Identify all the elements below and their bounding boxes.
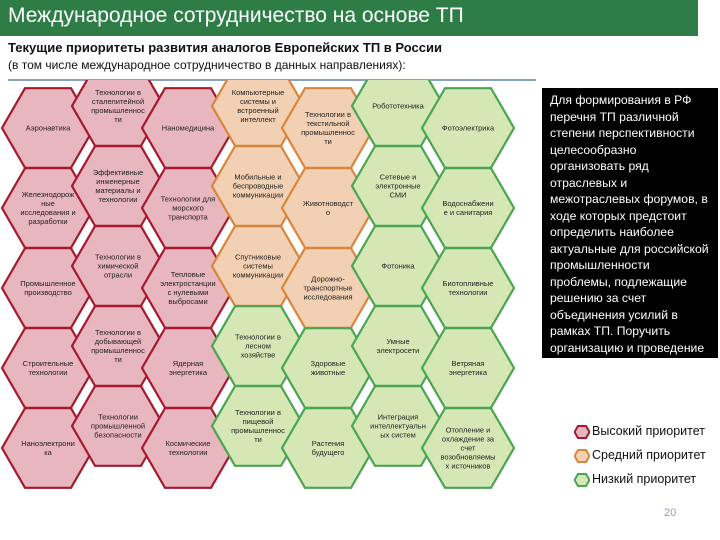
hexagon-label-line: Строительные: [22, 359, 74, 368]
hexagon-label-line: сталелитейной: [91, 97, 145, 106]
hexagon-label-line: беспроводные: [232, 181, 284, 191]
hexagon-label-line: транспортные: [303, 283, 353, 293]
hexagon-label-line: добывающей: [94, 337, 142, 346]
hexagon-label-line: Технологии в: [235, 332, 281, 342]
hexagon-label-line: Растения: [311, 439, 345, 448]
hexagon-label-line: Технологии для: [160, 194, 216, 204]
hexagon-label-line: исследования и: [20, 208, 76, 217]
hexagon-label-line: СМИ: [389, 190, 407, 200]
hexagon-label-line: Отопление и: [445, 425, 491, 435]
hexagon-label-line: электростанции: [160, 279, 216, 288]
hexagon-label-line: Промышленное: [20, 279, 76, 288]
hexagon-label-line: коммуникации: [232, 270, 284, 280]
hexagon-label-line: исследования: [303, 292, 353, 302]
hexagon-label-line: Биотопливные: [442, 279, 494, 288]
legend-low-hex-icon: [574, 473, 590, 487]
hexagon-label-line: промышленной: [90, 421, 146, 431]
hexagon-label-line: технологии: [168, 448, 208, 457]
hexagon-label-line: производство: [24, 288, 72, 297]
hexagon-label-line: Тепловые: [170, 270, 206, 279]
recommendation-text: Для формирования в РФ перечня ТП различной степени перспективности целесообразно организовать ряд отраслевых и межотраслевых форумов, в ходе которых предстоит определить наиболее актуальные для российской промышленности проблемы, подлежащие решению за счет объединения усилий в рамках ТП. Поручить организацию и проведение данных форумов целесообразно Минпромторгу, Минэнерго, Минобру, а также РСПП.: [550, 93, 709, 421]
hexagon-label-line: системы и: [239, 97, 277, 106]
hexagon-label-line: Дорожно-: [311, 274, 345, 284]
hexagon-label-line: текстильной: [306, 119, 350, 128]
hexagon-label-line: ные: [41, 199, 55, 208]
hexagon-label-line: возобновляемы: [440, 452, 496, 462]
hexagon-label-line: ых систем: [380, 430, 416, 440]
hexagon-label-line: хозяйстве: [240, 350, 276, 360]
hexagon-label-line: Водоснабжени: [442, 199, 494, 208]
hexagon-label-line: технологии: [98, 195, 138, 204]
hexagon-label-line: системы: [243, 261, 273, 271]
hexagon-label-line: энергетика: [448, 368, 488, 377]
legend-mid-hex-icon: [574, 449, 590, 463]
hexagon-label-line: Компьютерные: [231, 88, 285, 97]
hexagon-label-line: встроенный: [237, 106, 279, 115]
hexagon-label-line: интеллектуальн: [370, 421, 426, 431]
hexagon-label-line: Здоровые: [310, 359, 346, 368]
recommendation-box: [542, 88, 718, 421]
hexagon-label-line: х источников: [445, 461, 491, 471]
legend-high-hex-icon: [574, 425, 590, 439]
hexagon-label-line: Наномедицина: [161, 123, 215, 133]
hexagon-label-line: Ядерная: [172, 359, 204, 368]
hexagon-label-line: электросети: [376, 346, 420, 355]
hexagon-label-line: электронные: [375, 181, 421, 191]
hexagon-label-line: ти: [114, 115, 122, 124]
hexagon-label-line: технологии: [448, 288, 488, 297]
hexagon-label-line: Эффективные: [92, 168, 144, 177]
hexagon-label-line: Ветряная: [451, 359, 485, 368]
hexagon-label-line: будущего: [311, 448, 345, 457]
hexagon-label-line: Технологии в: [95, 252, 141, 262]
page-subtitle: Текущие приоритеты развития аналогов Европейских ТП в России: [8, 40, 442, 55]
hexagon-label-line: отрасли: [103, 270, 133, 280]
hexagon-label-line: Железнодорож: [21, 190, 75, 199]
hexagon-label-line: промышленнос: [91, 346, 145, 355]
hexagon-label-line: инженерные: [96, 177, 140, 186]
title-bar: [0, 0, 698, 36]
hexagon-label-line: энергетика: [168, 368, 208, 377]
hexagon-label-line: Технологии в: [235, 408, 281, 417]
hexagon-label-line: материалы и: [95, 186, 141, 195]
hexagon-label-line: Робототехника: [372, 101, 424, 111]
hexagon-label-line: Космические: [165, 439, 211, 448]
hexagon-label-line: ти: [324, 137, 332, 146]
hexagon-label-line: Интеграция: [377, 412, 419, 422]
hexagon-label-line: безопасности: [94, 430, 142, 440]
hexagon-label-line: счет: [460, 443, 476, 453]
hexagon-label-line: ка: [44, 448, 52, 457]
hexagon-label-line: промышленнос: [91, 106, 145, 115]
hexagon-label-line: Фотоника: [381, 261, 415, 271]
page-number: 20: [664, 507, 677, 519]
hexagon-label-line: технологии: [28, 368, 68, 377]
hexagon-label-line: Спутниковые: [234, 252, 282, 262]
hexagon-label-line: о: [325, 208, 331, 217]
hexagon-label-line: Умные: [386, 337, 410, 346]
hexagon-label-line: ти: [114, 355, 122, 364]
hexagon-label-line: Технологии в: [95, 88, 141, 97]
hexagon-label-line: транспорта: [168, 212, 208, 222]
hexagon-label-line: выбросами: [168, 297, 208, 306]
legend-low-label: Низкий приоритет: [592, 472, 697, 486]
hexagon-label-line: с нулевыми: [167, 288, 209, 297]
hexagon-label-line: Технологии в: [95, 328, 141, 337]
hexagon-label-line: коммуникации: [232, 190, 284, 200]
hexagon-label-line: Аэронавтика: [25, 123, 71, 133]
hexagon-label-line: промышленнос: [231, 426, 285, 435]
hexagon-label-line: е и санитария: [443, 208, 493, 217]
hexagon-label-line: промышленнос: [301, 128, 355, 137]
hexagon-diagram: [0, 80, 540, 500]
legend-high-label: Высокий приоритет: [592, 424, 706, 438]
hexagon-label-line: разработки: [28, 217, 68, 226]
hexagon-label-line: Сетевые и: [379, 172, 417, 182]
hexagon-label-line: охлаждение за: [441, 434, 495, 444]
hexagon-label-line: интеллект: [240, 115, 276, 124]
hexagon-label-line: пищевой: [242, 417, 274, 426]
hexagon-label-line: животные: [310, 368, 346, 377]
hexagon-label-line: лесном: [245, 341, 271, 351]
legend-mid-label: Средний приоритет: [592, 448, 706, 462]
hexagon-label-line: Мобильные и: [234, 172, 282, 182]
hexagon-label-line: ти: [254, 435, 262, 444]
hexagon-label-line: Нанoэлектрони: [21, 439, 75, 448]
hexagon-label-line: Технологии: [98, 412, 138, 422]
hexagon-label-line: Животноводст: [302, 199, 354, 208]
page-subnote: (в том числе международное сотрудничество в данных направлениях):: [8, 58, 406, 72]
hexagon-label-line: химической: [97, 261, 139, 271]
hexagon-label-line: морского: [172, 203, 204, 213]
page-title: Международное сотрудничество на основе ТП: [8, 4, 464, 27]
hexagon-label-line: Фотоэлектрика: [441, 123, 495, 133]
hexagon-label-line: Технологии в: [305, 110, 351, 119]
